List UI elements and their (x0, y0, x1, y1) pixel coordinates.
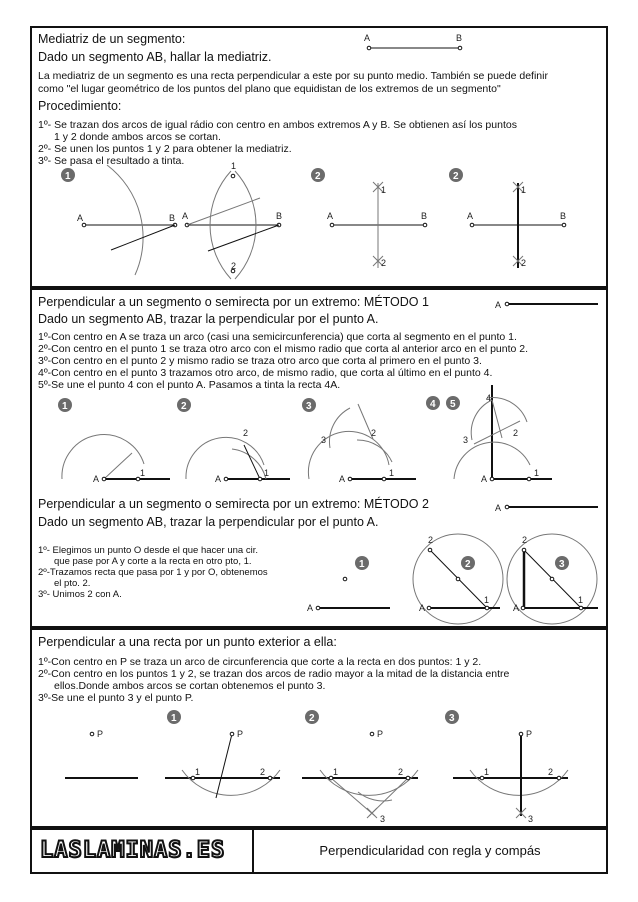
point-a (102, 477, 106, 481)
section-subtitle: Dado un segmento AB, trazar la perpendicular por el punto A. (38, 312, 379, 326)
m2-figure-step-3 (507, 534, 598, 624)
point-p (230, 732, 234, 736)
step-badge-number: 5 (450, 399, 456, 410)
label-2: 2 (513, 428, 519, 438)
label-b: B (169, 213, 176, 223)
label-2: 2 (428, 535, 434, 545)
figure-step-1 (61, 165, 177, 275)
method2-step-1-line-1: 1º- Elegimos un punto O desde el que hacer una cir. (38, 545, 258, 556)
m1-figure-step-2 (177, 398, 290, 484)
label-a: A (419, 603, 426, 613)
point-1 (527, 477, 531, 481)
sheet-title: Perpendicularidad con regla y compás (319, 843, 541, 858)
header-label-a: A (364, 33, 371, 43)
point-o (550, 577, 554, 581)
point-b (423, 223, 427, 227)
point-a (316, 606, 320, 610)
label-a: A (339, 474, 346, 484)
step-badge-number: 3 (559, 559, 565, 570)
method2-step-1-line-2: que pase por A y corte a la recta en otro pto, 1. (54, 556, 252, 567)
step-badge-number: 2 (309, 713, 315, 724)
point-a (330, 223, 334, 227)
label-1: 1 (389, 468, 395, 478)
step-badge-number: 3 (306, 401, 312, 412)
point-p (90, 732, 94, 736)
method2-step-2-line-2: el pto. 2. (54, 578, 91, 589)
section-mediatriz (30, 26, 608, 288)
header-point-a (505, 302, 509, 306)
arc-centre-a (62, 435, 144, 479)
mediatriz-diagrams (32, 28, 610, 290)
method2-step-2-line-1: 2º-Trazamos recta que pasa por 1 y por O, obtenemos (38, 567, 268, 578)
m1-figure-step-1 (58, 398, 170, 484)
step-badge-number: 1 (65, 171, 71, 182)
label-p: P (237, 729, 244, 739)
arc-small (358, 792, 392, 801)
point-b (562, 223, 566, 227)
step-badge-number: 1 (359, 559, 365, 570)
label-1: 1 (521, 185, 527, 195)
point-2 (406, 776, 410, 780)
label-a: A (93, 474, 100, 484)
label-a: A (182, 211, 189, 221)
label-2: 2 (381, 258, 387, 268)
arc-centre-2 (329, 408, 350, 448)
label-a: A (467, 211, 474, 221)
step-5: 5º-Se une el punto 4 con el punto A. Pasamos a tinta la recta 4A. (38, 379, 341, 391)
label-1: 1 (231, 161, 237, 171)
arc-from-a (107, 165, 143, 275)
label-1: 1 (578, 595, 584, 605)
label-1: 1 (264, 468, 270, 478)
figure-step-2 (311, 168, 427, 268)
point-1 (579, 606, 583, 610)
point-2 (268, 776, 272, 780)
figure-step-1b (182, 161, 282, 279)
label-a: A (307, 603, 314, 613)
label-2: 2 (260, 767, 266, 777)
label-3: 3 (321, 435, 327, 445)
label-b: B (276, 211, 283, 221)
label-a: A (481, 474, 488, 484)
label-a: A (77, 213, 84, 223)
label-p: P (97, 729, 104, 739)
label-3: 3 (463, 435, 469, 445)
method2-title: Perpendicular a un segmento o semirecta por un extremo: MÉTODO 2 (38, 497, 429, 511)
label-1: 1 (534, 468, 540, 478)
step-4: 4º-Con centro en el punto 3 trazamos otro arco, de mismo radio, que corta al último en el punto 4. (38, 367, 493, 379)
step-badge-number: 2 (315, 171, 321, 182)
footer-title-box (252, 828, 608, 874)
step-badge-number: 3 (449, 713, 455, 724)
label-a: A (215, 474, 222, 484)
label-2: 2 (521, 258, 527, 268)
intro-line-1: La mediatriz de un segmento es una recta perpendicular a este por su punto medio. También se puede definir (38, 70, 548, 82)
figure-step-3 (445, 710, 568, 824)
m2-figure-step-1 (307, 556, 390, 613)
point-o (456, 577, 460, 581)
step-badge-number: 1 (62, 401, 68, 412)
label-3: 3 (528, 814, 534, 824)
arc-centre-2b (357, 440, 392, 462)
point-2 (557, 776, 561, 780)
header-point-a (367, 46, 371, 50)
cross-3 (367, 808, 377, 818)
point-1 (231, 174, 235, 178)
arc-centre-1 (232, 449, 266, 479)
step-3: 3º-Se une el punto 3 y el punto P. (38, 692, 194, 704)
step-2-line-2: ellos.Donde ambos arcos se cortan obtenemos el punto 3. (54, 680, 326, 692)
point-2 (428, 548, 432, 552)
perpendicular-extremo-diagrams (32, 290, 610, 630)
procedure-title: Procedimiento: (38, 99, 122, 113)
radius-line-1 (187, 198, 260, 225)
header-label-b: B (456, 33, 463, 43)
point-2 (522, 548, 526, 552)
label-a: A (327, 211, 334, 221)
point-1 (258, 477, 262, 481)
step-1-line-2: 1 y 2 donde ambos arcos se cortan. (54, 131, 221, 143)
label-2: 2 (371, 428, 377, 438)
m1-figure-step-3 (302, 398, 416, 484)
label-2: 2 (548, 767, 554, 777)
point-a (224, 477, 228, 481)
label-1: 1 (140, 468, 146, 478)
m1-figure-step-4-5 (426, 385, 552, 484)
step-1: 1º-Con centro en P se traza un arco de circunferencia que corte a la recta en dos puntos: 1 y 2. (38, 656, 482, 668)
radius-line (216, 734, 232, 798)
point-p (519, 732, 523, 736)
point-a (82, 223, 86, 227)
intro-line-2: como "el lugar geométrico de los puntos del plano que equidistan de los extremos de un segmento" (38, 83, 501, 95)
step-2: 2º-Con centro en el punto 1 se traza otro arco con el mismo radio que corta al anterior arco en el punto 2. (38, 343, 529, 355)
figure-step-2 (302, 710, 418, 824)
step-badge-number: 2 (453, 171, 459, 182)
label-p: P (526, 729, 533, 739)
label-2: 2 (398, 767, 404, 777)
label-a: A (513, 603, 520, 613)
section-perpendicular-extremo (30, 288, 608, 628)
label-4: 4 (486, 393, 492, 403)
step-badge-number: 2 (181, 401, 187, 412)
figure-step-1 (165, 710, 280, 798)
section-title: Perpendicular a una recta por un punto exterior a ella: (38, 635, 337, 649)
label-b: B (560, 211, 567, 221)
point-a (521, 606, 525, 610)
radius-line (104, 453, 132, 479)
step-3: 3º-Con centro en el punto 2 y mismo radio se traza otro arco que corta al primero en el punto 3. (38, 355, 482, 367)
footer-logo-box (30, 828, 254, 874)
label-p: P (377, 729, 384, 739)
label-1: 1 (381, 185, 387, 195)
section-title: Perpendicular a un segmento o semirecta por un extremo: MÉTODO 1 (38, 295, 429, 309)
label-1: 1 (333, 767, 339, 777)
point-1 (382, 477, 386, 481)
radius-line-2 (208, 225, 279, 251)
method2-step-3: 3º- Unimos 2 con A. (38, 589, 122, 600)
point-o (343, 577, 347, 581)
label-1: 1 (195, 767, 201, 777)
label-2: 2 (243, 428, 249, 438)
arc-centre-3 (471, 400, 492, 440)
step-2: 2º- Se unen los puntos 1 y 2 para obtener la mediatriz. (38, 143, 292, 155)
point-a (470, 223, 474, 227)
label-2: 2 (231, 261, 237, 271)
header-label-a: A (495, 300, 502, 310)
section-perpendicular-punto-exterior (30, 628, 608, 828)
step-3: 3º- Se pasa el resultado a tinta. (38, 155, 185, 167)
label-2: 2 (522, 535, 528, 545)
punto-exterior-diagrams (32, 630, 610, 830)
point-a (427, 606, 431, 610)
point-a (348, 477, 352, 481)
label-3: 3 (380, 814, 386, 824)
label-b: B (421, 211, 428, 221)
label-1: 1 (484, 767, 490, 777)
step-badge-number: 1 (171, 713, 177, 724)
header-point-a-m2 (505, 505, 509, 509)
header-point-b (458, 46, 462, 50)
site-logo: LASLAMINAS.ES (40, 838, 226, 863)
step-1: 1º-Con centro en A se traza un arco (casi una semicircunferencia) que corta al segmento en el punto 1. (38, 331, 517, 343)
section-title: Mediatriz de un segmento: (38, 32, 186, 46)
method2-subtitle: Dado un segmento AB, trazar la perpendicular por el punto A. (38, 515, 379, 529)
point-1 (485, 606, 489, 610)
figure-step-3 (449, 168, 566, 268)
step-badge-number: 2 (465, 559, 471, 570)
step-badge-number: 4 (430, 399, 436, 410)
header-label-a: A (495, 503, 502, 513)
construction-line-1 (331, 778, 375, 816)
figure-initial (65, 729, 138, 778)
label-1: 1 (484, 595, 490, 605)
section-subtitle: Dado un segmento AB, hallar la mediatriz. (38, 50, 272, 64)
point-p (370, 732, 374, 736)
step-1-line-1: 1º- Se trazan dos arcos de igual rádio con centro en ambos extremos A y B. Se obtienen así los puntos (38, 119, 517, 131)
step-2-line-1: 2º-Con centro en los puntos 1 y 2, se trazan dos arcos de radio mayor a la mitad de la distancia entre (38, 668, 510, 680)
m2-figure-step-2 (413, 534, 503, 624)
point-a (490, 477, 494, 481)
